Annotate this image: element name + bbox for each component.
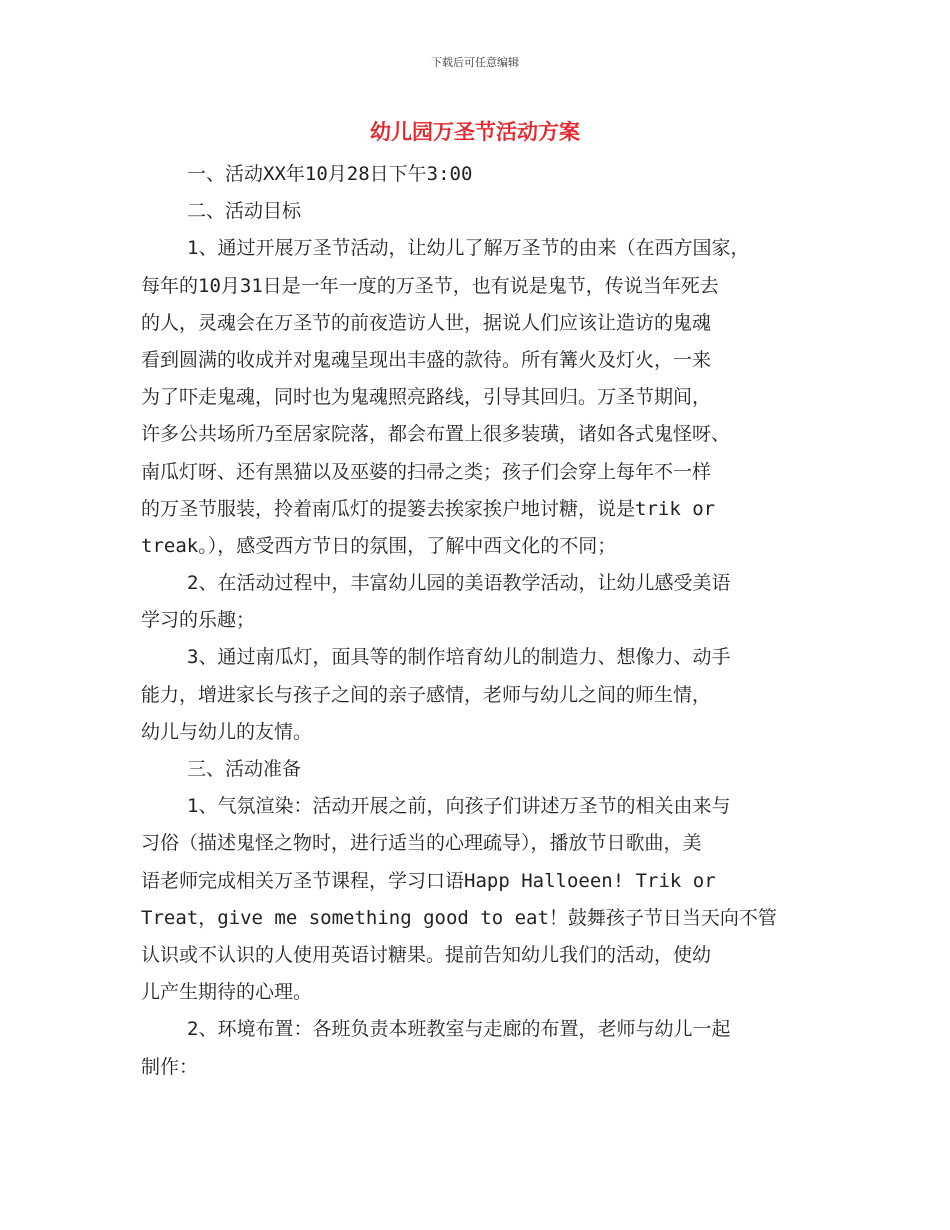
body-line: 许多公共场所乃至居家院落，都会布置上很多装璜，诸如各式鬼怪呀、: [141, 423, 731, 446]
body-line: 语老师完成相关万圣节课程，学习口语Happ Halloeen! Trik or: [141, 869, 716, 892]
body-line: 每年的10月31日是一年一度的万圣节，也有说是鬼节，传说当年死去: [141, 274, 719, 297]
body-line: 3、通过南瓜灯，面具等的制作培育幼儿的制造力、想像力、动手: [187, 646, 731, 669]
body-line: 2、在活动过程中，丰富幼儿园的美语教学活动，让幼儿感受美语: [187, 572, 731, 595]
body-line: 三、活动准备: [187, 758, 302, 780]
body-line: Treat，give me something good to eat！鼓舞孩子节日当天向不管: [141, 906, 777, 929]
body-line: 1、通过开展万圣节活动，让幼儿了解万圣节的由来（在西方国家，: [187, 237, 750, 260]
body-line: 制作：: [141, 1055, 199, 1078]
body-line: 能力，增进家长与孩子之间的亲子感情，老师与幼儿之间的师生情，: [141, 683, 712, 706]
document-body: [141, 156, 821, 1086]
body-line: 看到圆满的收成并对鬼魂呈现出丰盛的款待。所有篝火及灯火，一来: [141, 348, 712, 371]
body-line: 学习的乐趣；: [141, 609, 256, 632]
header-note: 下载后可任意编辑: [431, 56, 519, 69]
body-line: 南瓜灯呀、还有黑猫以及巫婆的扫帚之类；孩子们会穿上每年不一样: [141, 460, 712, 483]
body-line: 的人，灵魂会在万圣节的前夜造访人世，据说人们应该让造访的鬼魂: [141, 311, 712, 334]
body-line: treak。），感受西方节日的氛围，了解中西文化的不同；: [141, 534, 617, 557]
body-line: 为了吓走鬼魂，同时也为鬼魂照亮路线，引导其回归。万圣节期间，: [141, 386, 712, 409]
body-line: 的万圣节服装，拎着南瓜灯的提篓去挨家挨户地讨糖，说是trik or: [141, 497, 716, 520]
body-line: 习俗（描述鬼怪之物时，进行适当的心理疏导），播放节日歌曲，美: [141, 832, 702, 855]
document-title: 幼儿园万圣节活动方案: [370, 120, 580, 144]
body-line: 一、活动XX年10月28日下午3:00: [187, 163, 473, 185]
body-line: 认识或不认识的人使用英语讨糖果。提前告知幼儿我们的活动，使幼: [141, 943, 712, 966]
body-line: 幼儿与幼儿的友情。: [141, 720, 313, 743]
body-line: 1、气氛渲染：活动开展之前，向孩子们讲述万圣节的相关由来与: [187, 795, 731, 818]
body-line: 2、环境布置：各班负责本班教室与走廊的布置，老师与幼儿一起: [187, 1018, 731, 1041]
body-line: 二、活动目标: [187, 200, 302, 223]
body-line: 儿产生期待的心理。: [141, 981, 313, 1004]
